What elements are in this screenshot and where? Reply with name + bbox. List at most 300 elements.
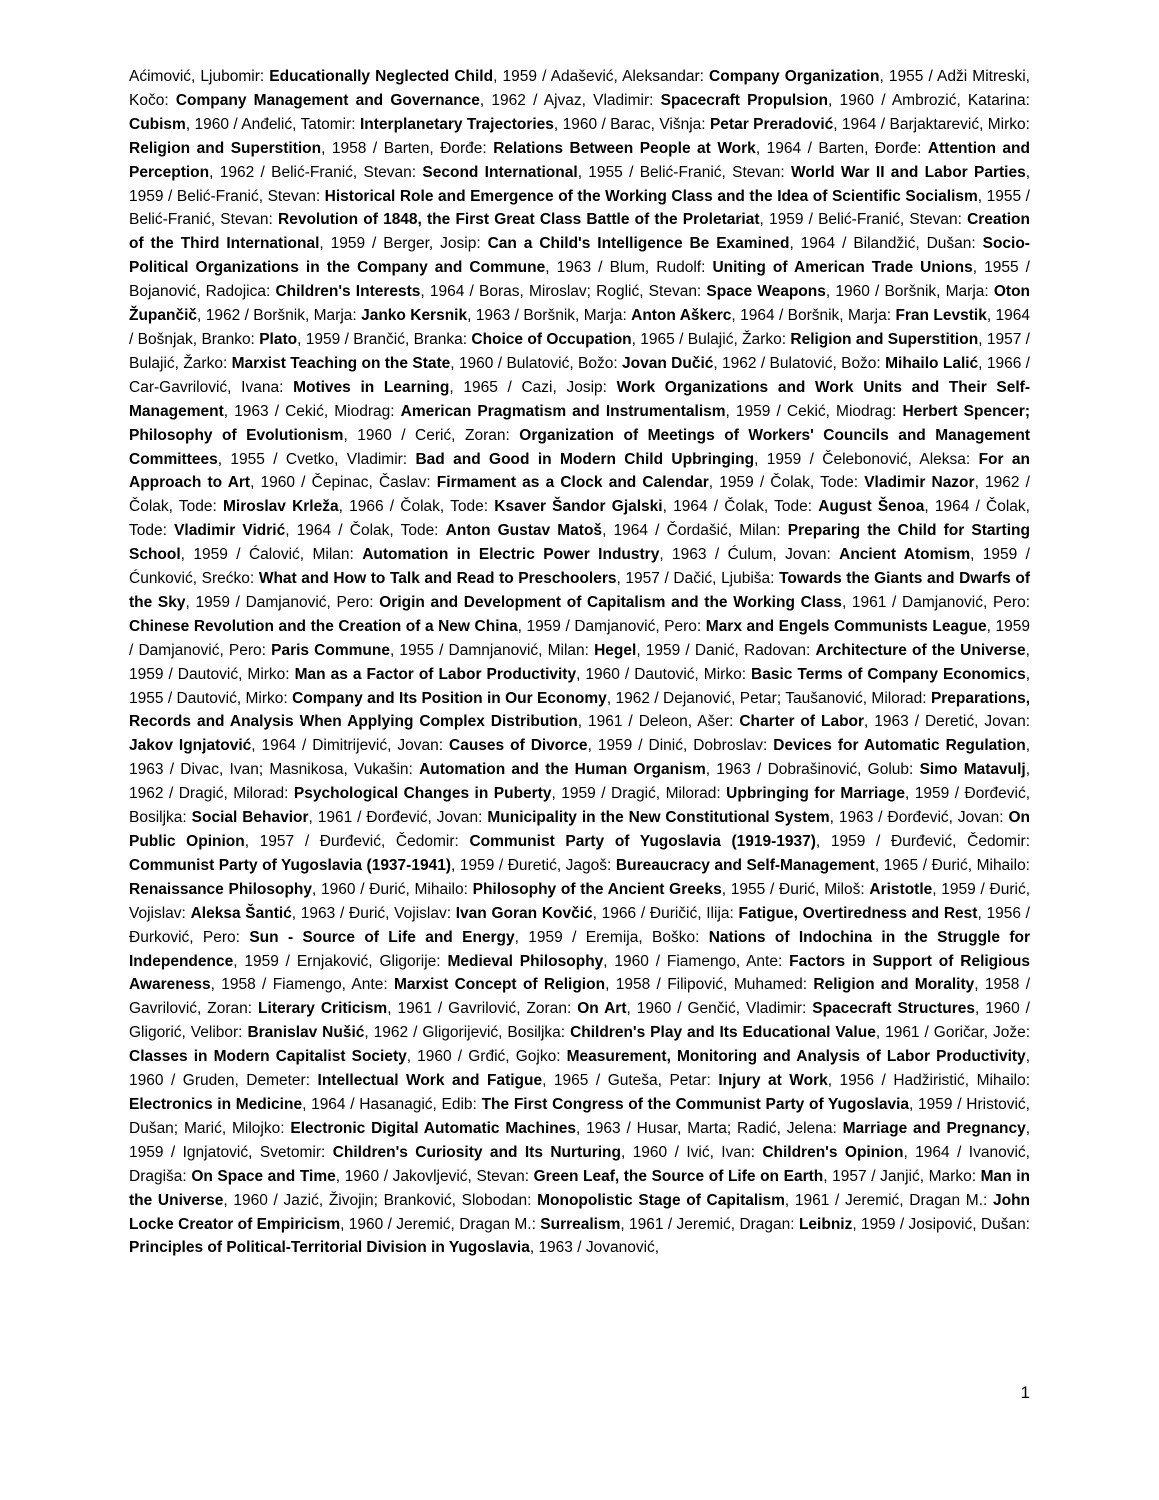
entry-year: , 1960: [312, 880, 356, 898]
entry-separator: /: [240, 307, 254, 325]
entry-year: , 1960: [576, 665, 620, 683]
bibliography-entry: [369, 881, 765, 898]
entry-separator: /: [1019, 976, 1031, 994]
entry-title: Second International: [422, 163, 578, 181]
entry-separator: /: [572, 1239, 586, 1257]
entry-author: Đurić, Mihailo:: [369, 880, 468, 898]
entry-year: , 1964: [986, 307, 1030, 325]
entry-separator: /: [383, 498, 401, 516]
entry-title: Philosophy of the Ancient Greeks: [472, 880, 722, 898]
entry-author: Čolak, Tode:: [400, 498, 489, 516]
entry-author: Josipović, Dušan:: [908, 1215, 1030, 1233]
entry-year: , 1959: [852, 1215, 896, 1233]
entry-year: , 1956: [977, 904, 1021, 922]
entry-title: Children's Interests: [275, 283, 421, 301]
entry-year: , 1959: [297, 330, 341, 348]
entry-year: , 1959: [725, 402, 771, 420]
entry-author: Đorđević, Bosiljka:: [129, 785, 1031, 827]
entry-title: Space Weapons: [706, 283, 826, 301]
entry-title: Electronic Digital Automatic Machines: [290, 1119, 577, 1137]
bibliography-entry: [129, 68, 537, 85]
entry-separator: /: [163, 689, 177, 707]
entry-separator: /: [278, 952, 297, 970]
entry-year: , 1959: [450, 856, 495, 874]
entry-year: , 1955: [217, 450, 265, 468]
entry-year: , 1959: [551, 785, 596, 803]
entry-year: , 1963: [223, 402, 269, 420]
entry-author: Đorđević, Jovan:: [887, 809, 1004, 827]
entry-title: On Public Opinion: [129, 809, 1030, 850]
entry-author: Gruden, Demeter:: [182, 1072, 311, 1090]
entry-year: , 1959: [759, 211, 804, 229]
entry-year: , 1961: [308, 809, 353, 827]
bibliography-entry: [178, 666, 620, 683]
bibliography-entry: [349, 905, 636, 922]
entry-year: , 1960: [340, 1215, 384, 1233]
entry-separator: /: [866, 1167, 881, 1185]
entry-author: Đurđević, Čedomir:: [891, 833, 1031, 850]
entry-title: Educationally Neglected Child: [269, 68, 494, 85]
entry-author: Divac, Ivan; Masnikosa, Vukašin:: [180, 761, 413, 779]
entry-separator: /: [908, 713, 925, 731]
entry-title: Branislav Nušić: [247, 1024, 365, 1042]
entry-title: Social Behavior: [191, 809, 309, 827]
bibliography-entry: [650, 905, 1021, 922]
entry-separator: /: [229, 593, 246, 611]
entry-separator: /: [1021, 354, 1030, 372]
entry-title: Towards the Giants and Dwarfs of the Sky: [129, 570, 1031, 611]
entry-separator: /: [560, 617, 575, 635]
bibliography-entry: [129, 379, 498, 396]
entry-year: , 1960: [620, 1143, 668, 1161]
entry-separator: /: [591, 259, 610, 277]
entry-separator: /: [622, 163, 640, 181]
bibliography-entry: [284, 1192, 830, 1209]
entry-year: , 1959: [517, 617, 561, 635]
entry-year: , 1959: [587, 737, 633, 755]
entry-separator: /: [753, 474, 771, 492]
bibliography-entry: [273, 976, 650, 993]
entry-year: , 1959: [319, 235, 366, 253]
entry-separator: /: [674, 330, 688, 348]
bibliography-entry: [129, 283, 464, 300]
bibliography-entry: [312, 737, 632, 754]
entry-separator: /: [267, 1191, 284, 1209]
entry-year: , 1961: [784, 1191, 830, 1209]
entry-separator: /: [801, 139, 819, 157]
entry-year: , 1957: [244, 833, 295, 850]
bibliography-entry: [422, 1024, 919, 1041]
entry-author: Bulatović, Božo:: [506, 354, 618, 372]
entry-year: , 1959: [932, 880, 976, 898]
entry-author: Damjanović, Pero:: [902, 593, 1031, 611]
bibliography-entry: [180, 761, 751, 778]
bibliography-entry: [667, 976, 1019, 993]
entry-year: , 1964: [833, 115, 877, 133]
entry-separator: /: [876, 115, 890, 133]
bibliography-entry: [241, 116, 597, 133]
entry-separator: /: [949, 785, 965, 803]
entry-separator: /: [431, 1000, 449, 1018]
entry-author: Berger, Josip:: [383, 235, 481, 253]
entry-author: Đuričić, Ilija:: [649, 904, 734, 922]
bibliography-entry: [320, 833, 866, 850]
entry-separator: /: [1021, 330, 1030, 348]
entry-author: Cerić, Zoran:: [415, 426, 510, 444]
entry-separator: /: [829, 1191, 846, 1209]
bibliography-entry: [286, 451, 801, 468]
entry-author: Goričar, Jože:: [933, 1024, 1031, 1042]
entry-separator: /: [649, 689, 664, 707]
entry-title: Psychological Changes in Puberty: [293, 785, 552, 803]
entry-author: Deleon, Ašer:: [638, 713, 734, 731]
entry-year: , 1962: [209, 163, 255, 181]
entry-title: Children's Curiosity and Its Nurturing: [332, 1143, 621, 1161]
bibliography-entry: [179, 785, 596, 802]
entry-title: Work Organizations and Work Units and Their Self-Management: [129, 378, 1030, 420]
entry-year: , 1961: [577, 713, 623, 731]
entry-year: , 1959: [909, 1095, 953, 1113]
entry-author: Đorđević, Jovan:: [366, 809, 483, 827]
entry-separator: /: [765, 880, 779, 898]
entry-year: , 1960: [450, 354, 494, 372]
bibliography-entry: [574, 618, 1030, 635]
entry-author: Cazi, Josip:: [521, 378, 607, 396]
entry-title: Paris Commune: [271, 641, 390, 659]
entry-author: Đurić, Miloš:: [779, 880, 865, 898]
entry-separator: /: [801, 450, 823, 468]
entry-author: Bilandžić, Dušan:: [853, 235, 976, 253]
entry-title: Aristotle: [869, 880, 933, 898]
entry-title: Classes in Modern Capitalist Society: [129, 1048, 407, 1066]
entry-title: Religion and Superstition: [790, 330, 979, 348]
entry-separator: /: [632, 737, 649, 755]
entry-separator: /: [680, 641, 695, 659]
entry-separator: /: [663, 1215, 677, 1233]
entry-separator: /: [129, 330, 138, 348]
bibliography-entry: [551, 68, 924, 85]
entry-title: Creation of the Third International: [129, 211, 1030, 253]
entry-separator: /: [874, 91, 892, 109]
entry-separator: /: [366, 139, 384, 157]
entry-author: Đurić, Vojislav:: [129, 880, 1031, 922]
entry-title: Charter of Labor: [739, 713, 865, 731]
entry-year: , 1964: [420, 283, 465, 301]
entry-year: , 1959: [815, 833, 866, 850]
entry-title: Basic Terms of Company Economics: [751, 665, 1026, 683]
entry-title: Jakov Ignjatović: [129, 737, 252, 755]
entry-author: Boršnik, Marja:: [253, 307, 357, 325]
entry-year: , 1963: [576, 1119, 621, 1137]
entry-year: , 1966: [338, 498, 384, 516]
entry-author: Đurić, Vojislav:: [349, 904, 452, 922]
entry-separator: /: [163, 785, 179, 803]
entry-separator: /: [365, 235, 384, 253]
entry-separator: /: [295, 474, 312, 492]
entry-author: Cekić, Miodrag:: [786, 402, 897, 420]
entry-year: , 1962: [197, 307, 241, 325]
entry-title: Surrealism: [540, 1215, 621, 1233]
entry-title: Ksaver Šandor Gjalski: [494, 498, 663, 516]
bibliography-entry: [448, 1000, 671, 1017]
entry-author: Barac, Višnja:: [610, 115, 706, 133]
bibliography-entry: [359, 1096, 952, 1113]
entry-title: Automation in Electric Power Industry: [362, 546, 660, 564]
entry-separator: /: [835, 235, 854, 253]
entry-title: Petar Preradović: [709, 115, 834, 133]
entry-author: Čolak, Tode:: [724, 498, 813, 516]
entry-author: Damjanović, Pero:: [574, 617, 702, 635]
entry-title: Communist Party of Yugoslavia (1937-1941): [129, 856, 451, 874]
entry-title: Miroslav Krleža: [222, 498, 339, 516]
entry-separator: /: [918, 856, 932, 874]
entry-author: Dačić, Ljubiša:: [673, 570, 775, 588]
entry-title: Preparing the Child for Starting School: [129, 522, 1030, 564]
entry-separator: /: [525, 91, 544, 109]
entry-title: Fran Levstik: [895, 307, 987, 325]
entry-author: Boršnik, Marja:: [523, 307, 627, 325]
entry-author: Eremija, Boško:: [585, 928, 700, 946]
entry-title: Company Management and Governance: [175, 91, 480, 109]
bibliography-entry: [608, 1072, 874, 1089]
bibliography-entry: [639, 713, 909, 730]
entry-year: , 1962: [713, 354, 757, 372]
entry-separator: /: [648, 522, 667, 540]
entry-separator: /: [659, 570, 674, 588]
entry-year: , 1960: [603, 952, 649, 970]
entry-title: Vladimir Nazor: [864, 474, 975, 492]
entry-author: Genčić, Vladimir:: [687, 1000, 807, 1018]
entry-title: American Pragmatism and Instrumentalism: [400, 402, 726, 420]
entry-year: , 1958: [974, 976, 1020, 994]
entry-separator: /: [648, 952, 667, 970]
entry-title: Revolution of 1848, the First Great Class Battle of the Proletariat: [278, 211, 760, 229]
entry-year: , 1959: [185, 593, 230, 611]
entry-title: Spacecraft Structures: [812, 1000, 975, 1018]
entry-year: , 1958: [210, 976, 256, 994]
entry-title: Vladimir Vidrić: [174, 522, 286, 540]
entry-separator: /: [391, 426, 416, 444]
entry-title: Herbert Spencer; Philosophy of Evolutionism: [129, 402, 1030, 444]
entry-year: , 1958: [605, 976, 651, 994]
entry-author: Belić-Franić, Stevan:: [271, 163, 417, 181]
entry-author: Čolak, Tode:: [770, 474, 859, 492]
entry-author: Grđić, Gojko:: [468, 1048, 561, 1066]
entry-author: Bošnjak, Branko:: [137, 330, 255, 348]
entry-author: Gligorić, Velibor:: [129, 1024, 243, 1042]
entry-year: , 1964: [602, 522, 649, 540]
entry-separator: /: [294, 833, 320, 850]
entry-title: Children's Play and Its Educational Value: [570, 1024, 876, 1042]
entry-title: Causes of Divorce: [449, 737, 588, 755]
entry-separator: /: [229, 115, 242, 133]
entry-separator: /: [1021, 187, 1030, 205]
entry-separator: /: [895, 1215, 909, 1233]
entry-year: , 1964: [731, 307, 775, 325]
entry-separator: /: [1019, 1000, 1030, 1018]
entry-title: Anton Gustav Matoš: [445, 522, 603, 540]
entry-title: Principles of Political-Territorial Division in Yugoslavia: [129, 1239, 530, 1257]
entry-author: Bulajić, Žarko:: [129, 354, 228, 372]
bibliography-entry: [544, 92, 874, 109]
entry-separator: /: [1017, 546, 1030, 564]
entry-title: Mihailo Lalić: [885, 354, 979, 372]
bibliography-entry: [129, 1024, 408, 1041]
entry-title: Anton Aškerc: [631, 307, 732, 325]
entry-separator: /: [588, 1072, 608, 1090]
entry-title: Leibniz: [798, 1215, 853, 1233]
entry-title: Injury at Work: [718, 1072, 828, 1090]
entry-title: Ancient Atomism: [839, 546, 971, 564]
entry-year: , 1959: [905, 785, 950, 803]
entry-separator: /: [873, 809, 888, 827]
entry-separator: /: [335, 904, 349, 922]
entry-title: Janko Kersnik: [361, 307, 468, 325]
bibliography-entry: [479, 283, 870, 300]
entry-title: Hegel: [594, 641, 637, 659]
entry-author: Čolak, Tode:: [349, 522, 439, 540]
entry-title: Plato: [259, 330, 298, 348]
trailing-author: Jovanović,: [585, 1239, 660, 1257]
entry-year: , 1963: [864, 713, 909, 731]
bibliography-entry: [246, 594, 887, 611]
entry-author: Đurđević, Čedomir:: [319, 833, 459, 850]
entry-separator: /: [750, 761, 768, 779]
entry-separator: /: [129, 641, 139, 659]
entry-separator: /: [671, 1000, 688, 1018]
entry-year: , 1963: [467, 307, 511, 325]
entry-year: , 1959: [754, 450, 802, 468]
entry-title: Children's Opinion: [762, 1143, 904, 1161]
bibliography-entry: [297, 953, 649, 970]
entry-author: Boršnik, Marja:: [884, 283, 989, 301]
entry-author: Ćunković, Srećko:: [129, 570, 255, 588]
entry-separator: /: [869, 283, 885, 301]
entry-title: Devices for Automatic Regulation: [773, 737, 1026, 755]
entry-separator: /: [268, 402, 286, 420]
entry-year: , 1964: [285, 522, 332, 540]
entry-separator: /: [163, 1143, 183, 1161]
entry-author: Dobrašinović, Golub:: [767, 761, 914, 779]
entry-title: Nations of Indochina in the Struggle for Independence: [129, 928, 1030, 970]
entry-separator: /: [536, 68, 551, 85]
entry-author: Belić-Franić, Stevan:: [129, 211, 273, 229]
entry-year: , 1960: [825, 283, 870, 301]
entry-year: , 1959: [514, 928, 563, 946]
entry-title: Relations Between People at Work: [493, 139, 756, 157]
bibliography-entry: [788, 307, 1030, 324]
entry-title: John Locke Creator of Empiricism: [129, 1191, 1031, 1233]
bibliography-entry: [350, 522, 648, 539]
entry-title: Marriage and Pregnancy: [842, 1119, 1026, 1137]
entry-author: Belić-Franić, Stevan:: [176, 187, 321, 205]
entry-year: , 1964: [662, 498, 708, 516]
entry-separator: /: [493, 354, 507, 372]
entry-author: Blum, Rudolf:: [609, 259, 706, 277]
entry-title: Origin and Development of Capitalism and the Working Class: [379, 593, 842, 611]
entry-separator: /: [331, 522, 350, 540]
entry-separator: /: [255, 976, 273, 994]
entry-separator: /: [874, 1072, 894, 1090]
entry-separator: /: [770, 402, 787, 420]
entry-title: Company and Its Position in Our Economy: [292, 689, 607, 707]
entry-title: Oton Župančič: [129, 283, 1031, 325]
entry-title: Religion and Superstition: [129, 139, 322, 157]
entry-year: , 1962: [974, 474, 1020, 492]
entry-year: , 1964: [302, 1095, 346, 1113]
entry-author: Hristović, Dušan; Marić, Milojko:: [129, 1095, 1030, 1137]
bibliography-entry: [183, 1072, 589, 1089]
entry-year: , 1964: [251, 737, 296, 755]
entry-separator: /: [352, 809, 367, 827]
entry-year: , 1955: [879, 68, 924, 85]
entry-author: Čelebonović, Aleksa:: [822, 450, 971, 468]
entry-author: Ernjaković, Gligorije:: [296, 952, 441, 970]
entry-author: Ignjatović, Svetomir:: [182, 1143, 326, 1161]
entry-title: Communist Party of Yugoslavia (1919-1937): [469, 833, 816, 850]
entry-separator: /: [355, 880, 370, 898]
entry-year: , 1955: [721, 880, 766, 898]
entry-year: , 1957: [616, 570, 660, 588]
entry-year: , 1960: [250, 474, 296, 492]
entry-title: Spacecraft Propulsion: [660, 91, 829, 109]
entry-year: , 1966: [592, 904, 637, 922]
entry-year: , 1959: [233, 952, 279, 970]
entry-separator: /: [886, 593, 903, 611]
entry-year: , 1955: [972, 259, 1019, 277]
entry-separator: /: [345, 1095, 360, 1113]
entry-year: , 1964: [903, 1143, 950, 1161]
entry-separator: /: [1019, 474, 1030, 492]
entry-author: Cvetko, Vladimir:: [285, 450, 408, 468]
entry-year: , 1964: [924, 498, 970, 516]
entry-author: Čordašić, Milan:: [666, 522, 781, 540]
bibliography-entry: [770, 474, 1019, 491]
entry-separator: /: [1020, 904, 1030, 922]
entry-title: Ivan Goran Kovčić: [455, 904, 593, 922]
entry-separator: /: [1018, 259, 1030, 277]
entry-separator: /: [433, 641, 449, 659]
entry-title: Automation and the Human Organism: [419, 761, 706, 779]
bibliography-entry: [177, 690, 650, 707]
entry-year: , 1960: [974, 1000, 1020, 1018]
entry-author: Hadžiristić, Mihailo:: [893, 1072, 1031, 1090]
entry-year: , 1965: [874, 856, 919, 874]
entry-year: , 1962: [364, 1024, 409, 1042]
entry-separator: /: [163, 1072, 183, 1090]
entry-separator: /: [803, 211, 819, 229]
entry-year: , 1959: [708, 474, 754, 492]
entry-title: Architecture of the Universe: [815, 641, 1026, 659]
entry-author: Đurić, Mihailo:: [931, 856, 1030, 874]
entry-title: Organization of Meetings of Workers' Councils and Management Committees: [129, 426, 1030, 468]
bibliography-entry: [610, 259, 1019, 276]
entry-separator: /: [408, 1024, 423, 1042]
bibliography-entry: [129, 570, 660, 587]
entry-author: Belić-Franić, Stevan:: [639, 163, 785, 181]
entry-author: Damjanović, Pero:: [138, 641, 266, 659]
entry-separator: /: [667, 1143, 687, 1161]
entry-author: Aćimović, Ljubomir:: [129, 68, 265, 85]
bibliography-entry: [129, 498, 384, 515]
entry-separator: /: [379, 1167, 393, 1185]
entry-author: Bojanović, Radojica:: [129, 283, 271, 301]
entry-separator: /: [774, 307, 788, 325]
bibliography-entry: [677, 1216, 896, 1233]
bibliography-entry: [779, 881, 976, 898]
entry-year: , 1963: [659, 546, 707, 564]
entry-author: Dautović, Mirko:: [634, 665, 747, 683]
